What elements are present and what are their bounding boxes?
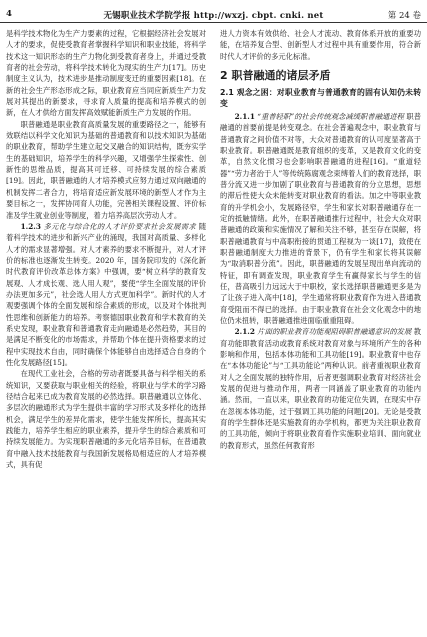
paragraph: 随着科学技术的进步和新兴产业的涌现，我国对高质量、多样化人才的需求显著增强。对人才素养的要求不断提升，对人才评价的标准也逐渐发生转变。2020 年，国务院印发的《深化新时代教育评价改革总体方案》中强调，要“树立科学的教育发展观、人才成长观、选人用人观”，要使“学生全面发展的评价办法更加多元”，社会选人用人方式更加科学”。新时代的人才观要强调个体的全面发展和综合素质的形成，以及对个体批判性思维和创新能力的培养。考察德国职业教育和学术教育的关系史发现，职业教育和普通教育走向融通是必然趋势，其目的是满足不断变化的市场需求，并帮助个体在提升资格要求的过程中实现技术自由，同时确保个体能够自由选择适合自身的个性化发展路径[15]。 [6,221,206,367]
subsection-heading-2-1-2 [220,326,421,451]
header-rule [0,22,427,23]
subsection-title: 多元化与综合化的人才评价要求社会发展需求 [43,221,197,231]
volume-label: 第 24 卷 [387,11,421,21]
paragraph: 教育功能即教育活动或教育系统对教育对象与环境所产生的各种影响和作用，包括本体功能和工具功能[19]。职业教育中也存在“本体功能论”与“工具功能论”两种认识。前者重视职业教育对人之全面发展的独特作用，后者更强调职业教育对经济社会发展的促进与推动作用，两者一同涵盖了职业教育的功能内涵。然而，一直以来，职业教育的功能定位失调，在现实中存在忽视本体功能，过于强调工具功能的问题[20]。无论是受教育的学生群体还是实施教育的办学机构，都更为关注职业教育的工具功能，倾向于将职业教育看作实施职业培训、面向就业的教育形式，虽然任何教育形 [220,327,421,450]
subsection-title: “重普轻职”的社会传统观念减缓职普融通进程 [257,111,405,121]
subsection-heading-2-1-1 [220,111,421,327]
page-header [0,0,427,26]
right-column [220,28,421,632]
subsection-number: 2.1.1 [234,111,255,121]
journal-title: 无锡职业技术学院学报 http://wxzj. cbpt. cnki. net [103,11,324,21]
paragraph: 职普融通是职业教育高质量发展的重要路径之一，能够有效联结以科学文化知识为基础的普通教育和以技术知识为基础的职业教育，帮助学生建立起交叉融合的知识结构，既夯实学生的基础知识，培养学生的科学兴趣，又增强学生探索性、创新性的思维品质，提高其可迁移、可持续发展的综合素质[19]。因此，职普融通的人才培养模式应努力通过双向融通的机制发挥二者合力，将培育适应新发展环境的新型人才作为主要目标之一，发挥协同育人功能，完善相关课程设置、评价标准及学生就业创业等制度，着力培养高层次劳动人才。 [6,119,206,220]
paragraph: 在现代工业社会，合格的劳动者既要具备与科学相关的系统知识，又要获取与职业相关的经验，将职业与学术的学习路径结合起来已成为教育发展的必然选择。职普融通以立体化、多层次的融通形式为学生提供丰富的学习形式及多样化的选择机会，满足学生的差异化需求，使学生能发挥所长，提高其实践能力，培养学生相应的职业素养，提升学生的综合素质和可持续发展能力。为实现职普融通的多元化培养目标，在普通教育中融入技术技能教育与我国新发展格局相适应的人才培养模式，具有促 [6,369,206,470]
subsection-heading-2-1: 2.1 观念之困：对职业教育与普通教育的固有认知仍未转变 [220,88,421,109]
paragraph: 进人力资本有效供给、社会人才流动、教育体系开放的重要功能，在培养复合型、创新型人才过程中具有重要作用，符合新时代人才评价的多元化标准。 [220,29,421,61]
section-heading-2: 2 职普融通的诸层矛盾 [220,69,331,83]
subsection-number: 1.2.3 [20,221,41,231]
subsection-title: 片面的职业教育功能观阻碍职普融通意识的发展 [257,327,412,337]
paragraph: 职普融通的首要前提是转变观念。在社会普遍观念中，职业教育与普通教育之间价值不对等，大众对普通教育的认可度显著高于职业教育。职普融通既是教育组织的变革，又是教育文化的变革，自然文化惯习也会影响职普融通的进程[16]。“重道轻器”“劳力者治于人”等传统陈腐观念束缚着人们的教育选择，职普分流又进一步加剧了职业教育与普通教育的分立思想，思想的滞后性使大众未能转变对职业教育的看法。加之中等职业教育的升学机会小，发展路径窄，学生和家长对职普融通存在一定的抵触情绪。此外，在职普融通推行过程中，社会大众对职普融通的政策和实施情况了解和关注不够，甚至存在误解，将职普融通教育与中高职衔接的贯通工程视为一谈[17]，致使在职普融通制度大力推进的背景下，仍有学生和家长将其误解为“取消职普分流”。因此，职普融通的发展呈现出单向流动的特征，即有调查发现，职业教育学生有赢得家长与学生的信任，普高吸引力远远大于中职校，家长选择职普融通更多是为了让孩子进入高中[18]，学生通常将职业教育作为进入普通教育受阻而不得已的选择。由于职业教育在社会文化观念中的地位仍未扭转，职普融通推进面临重重阻碍。 [220,111,421,326]
paragraph: 是科学技术物化为生产力要素的过程，它根据经济社会发展对人才的要求，促使受教育者掌握科学知识和职业技能，将科学技术这一知识形态的生产力物化到受教育者身上，并通过受教育者的社会劳动，将科学技术转化为现实的生产力[17]。历史制度主义认为，技术进步是推动制度变迁的重要因素[18]。在新的社会生产形态形成之际，职业教育应当同应新质生产力发展对其提出的新要求，寻求育人质量的提高和培养模式的创新，在人才供给方面发挥高效赋能新质生产力发展的作用。 [6,29,206,118]
subsection-number: 2.1.2 [234,327,255,337]
left-column [6,28,206,632]
subsection-heading-1-2-3 [6,221,206,368]
page-number: 4 [6,9,12,19]
